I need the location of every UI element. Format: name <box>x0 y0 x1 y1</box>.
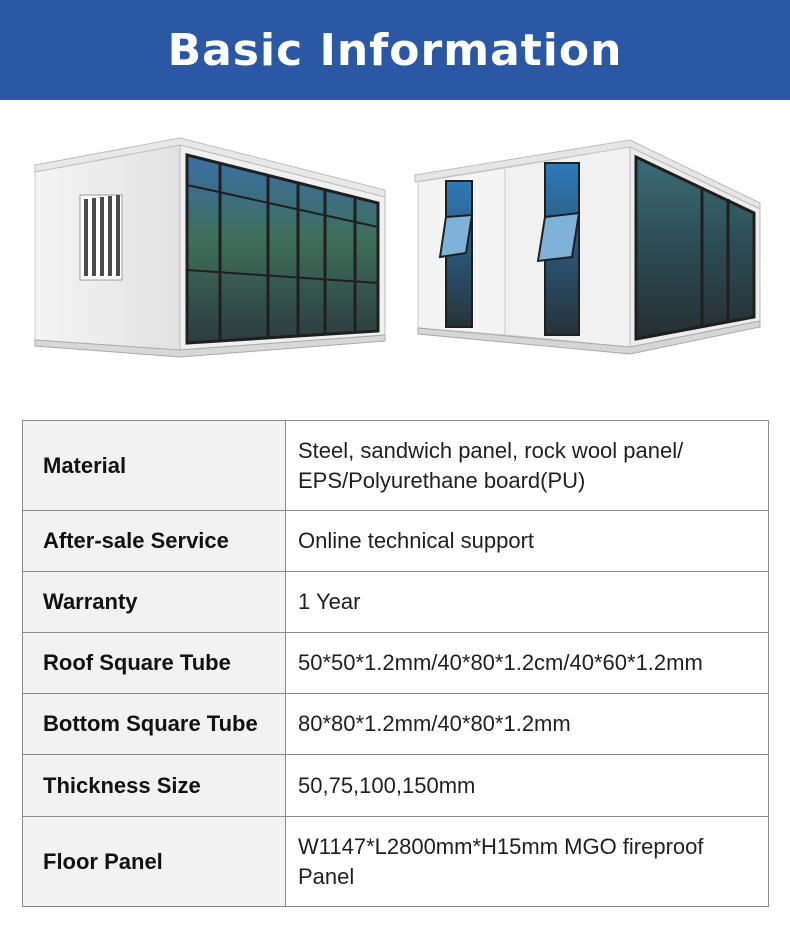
spec-label: Thickness Size <box>23 755 286 817</box>
table-row <box>23 694 769 755</box>
table-row <box>23 633 769 694</box>
page-title: Basic Information <box>167 24 623 76</box>
spec-value: 80*80*1.2mm/40*80*1.2mm <box>286 694 769 755</box>
spec-value: 50,75,100,150mm <box>286 755 769 817</box>
spec-value: 50*50*1.2mm/40*80*1.2cm/40*60*1.2mm <box>286 633 769 694</box>
table-row <box>23 511 769 572</box>
container-house-side-photo <box>410 135 765 360</box>
spec-label: Roof Square Tube <box>23 633 286 694</box>
spec-label: Floor Panel <box>23 817 286 907</box>
spec-value: W1147*L2800mm*H15mm MGO fireproof Panel <box>286 817 769 907</box>
spec-value: Online technical support <box>286 511 769 572</box>
table-row <box>23 421 769 511</box>
spec-label: After-sale Service <box>23 511 286 572</box>
header-banner <box>0 0 790 100</box>
table-row <box>23 755 769 817</box>
spec-label: Warranty <box>23 572 286 633</box>
spec-label: Bottom Square Tube <box>23 694 286 755</box>
container-house-front-photo <box>30 135 390 360</box>
spec-label: Material <box>23 421 286 511</box>
spec-value: 1 Year <box>286 572 769 633</box>
spec-value: Steel, sandwich panel, rock wool panel/ EPS/Polyurethane board(PU) <box>286 421 769 511</box>
table-row <box>23 817 769 907</box>
specifications-table <box>22 420 769 907</box>
table-row <box>23 572 769 633</box>
